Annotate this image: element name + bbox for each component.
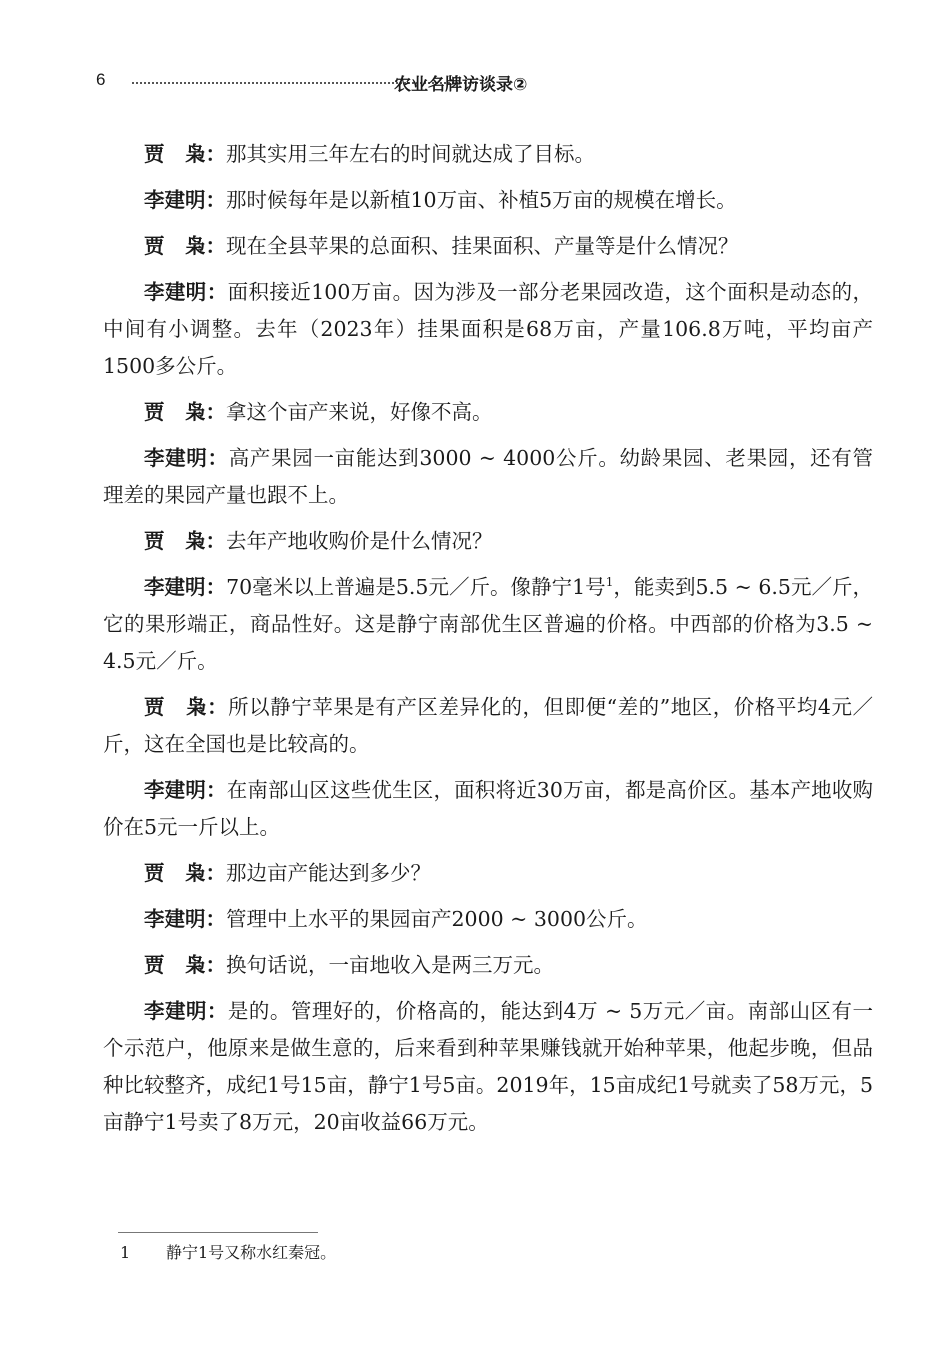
- speaker-label: 李建明：: [144, 280, 228, 304]
- dialogue-paragraph: [103, 569, 873, 680]
- speaker-label: 李建明：: [144, 907, 226, 931]
- speaker-label: 贾 枭：: [144, 400, 226, 424]
- dialogue-text: 管理中上水平的果园亩产2000 ~ 3000公斤。: [226, 907, 648, 931]
- dialogue-paragraph: [103, 523, 873, 560]
- dialogue-text: 拿这个亩产来说，好像不高。: [226, 400, 493, 424]
- page-number: 6: [96, 70, 106, 89]
- dialogue-paragraph: [103, 855, 873, 892]
- dialogue-paragraph: [103, 947, 873, 984]
- dialogue-paragraph: [103, 772, 873, 846]
- dialogue-text: 所以静宁苹果是有产区差异化的，但即便“差的”地区，价格平均4元／斤，这在全国也是比较高的。: [103, 695, 873, 756]
- dialogue-paragraph: [103, 228, 873, 265]
- dialogue-text: 换句话说，一亩地收入是两三万元。: [226, 953, 554, 977]
- dialogue-paragraph: [103, 993, 873, 1141]
- dialogue-paragraph: [103, 274, 873, 385]
- dialogue-text-continued: ，能卖到5.5 ~ 6.5元／斤，它的果形端正，商品性好。这是静宁南部优生区普遍的价格。中西部的价格为3.5 ~ 4.5元／斤。: [103, 575, 874, 673]
- speaker-label: 贾 枭：: [144, 695, 229, 719]
- dialogue-text: 那其实用三年左右的时间就达成了目标。: [226, 142, 595, 166]
- speaker-label: 李建明：: [144, 188, 226, 212]
- dialogue-text: 现在全县苹果的总面积、挂果面积、产量等是什么情况？: [226, 234, 739, 258]
- footnote-reference[interactable]: 1: [605, 575, 614, 590]
- speaker-label: 贾 枭：: [144, 953, 226, 977]
- footnote-text: 静宁1号又称水红秦冠。: [166, 1243, 337, 1262]
- speaker-label: 贾 枭：: [144, 529, 226, 553]
- interview-body: [103, 136, 873, 1150]
- dialogue-text: 在南部山区这些优生区，面积将近30万亩，都是高价区。基本产地收购价在5元一斤以上。: [103, 778, 873, 839]
- dialogue-paragraph: [103, 394, 873, 431]
- speaker-label: 贾 枭：: [144, 142, 226, 166]
- dialogue-text: 去年产地收购价是什么情况？: [226, 529, 493, 553]
- speaker-label: 贾 枭：: [144, 861, 226, 885]
- dialogue-text: 那边亩产能达到多少？: [226, 861, 431, 885]
- dialogue-paragraph: [103, 136, 873, 173]
- dialogue-text: 70毫米以上普遍是5.5元／斤。像静宁1号: [226, 575, 606, 599]
- dialogue-paragraph: [103, 689, 873, 763]
- speaker-label: 李建明：: [144, 999, 228, 1023]
- speaker-label: 贾 枭：: [144, 234, 226, 258]
- dialogue-paragraph: [103, 182, 873, 219]
- dialogue-text: 高产果园一亩能达到3000 ~ 4000公斤。幼龄果园、老果园，还有管理差的果园产量也跟不上。: [103, 446, 873, 507]
- speaker-label: 李建明：: [144, 778, 227, 802]
- book-title: 农业名牌访谈录②: [394, 75, 528, 95]
- page-header: [96, 70, 856, 100]
- dialogue-text: 是的。管理好的，价格高的，能达到4万 ~ 5万元／亩。南部山区有一个示范户，他原来是做生意的，后来看到种苹果赚钱就开始种苹果，他起步晚，但品种比较整齐，成纪1号15亩，静宁1号5亩。2019年，15亩成纪1号就卖了58万元，5亩静宁1号卖了8万元，20亩收益66万元。: [103, 999, 874, 1134]
- footnote-number: 1: [120, 1243, 131, 1262]
- footnote-divider: [118, 1232, 318, 1233]
- speaker-label: 李建明：: [144, 446, 229, 470]
- footnote: [120, 1240, 336, 1263]
- dialogue-paragraph: [103, 440, 873, 514]
- dialogue-text: 那时候每年是以新植10万亩、补植5万亩的规模在增长。: [226, 188, 737, 212]
- speaker-label: 李建明：: [144, 575, 227, 599]
- dialogue-text: 面积接近100万亩。因为涉及一部分老果园改造，这个面积是动态的，中间有小调整。去年（2023年）挂果面积是68万亩，产量106.8万吨，平均亩产1500多公斤。: [103, 280, 873, 378]
- dialogue-paragraph: [103, 901, 873, 938]
